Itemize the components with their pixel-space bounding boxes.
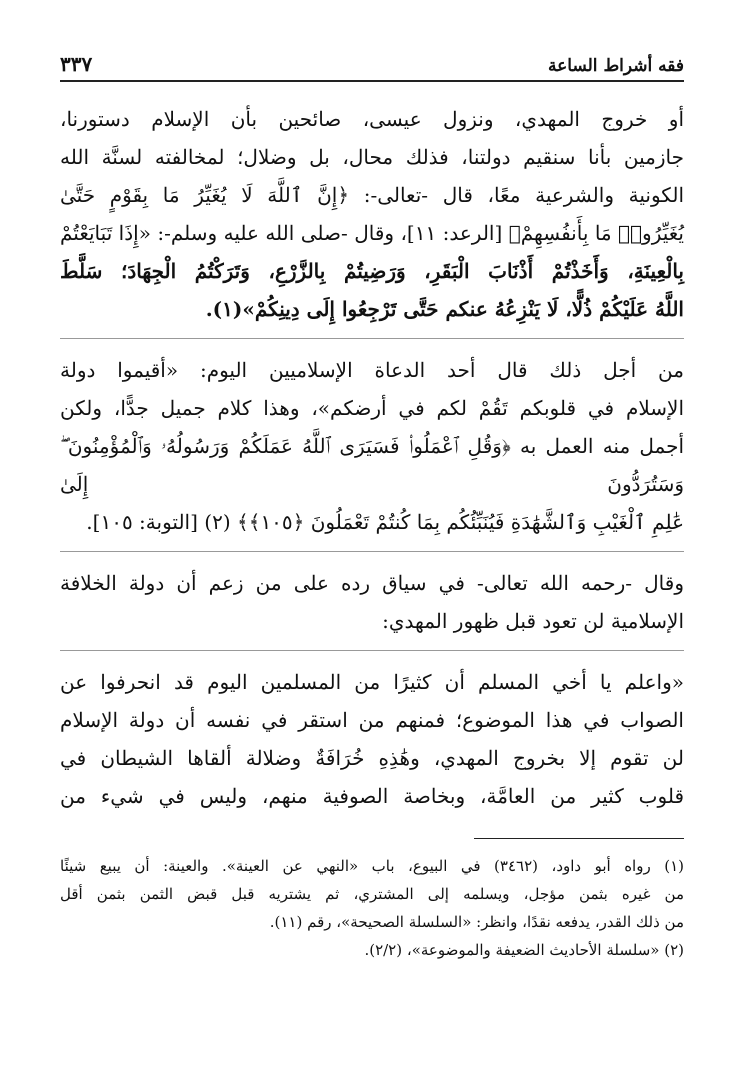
hadith-line: بِالْعِينَةِ، وَأَخَذْتُمْ أَذْنَابَ الْبَقَرِ، وَرَضِيتُمْ بِالزَّرْعِ، وَتَرَكْتُمُ الْجِهَادَ؛ سَلَّطَ: [60, 259, 684, 283]
text-line: «واعلم يا أخي المسلم أن كثيرًا من المسلمين اليوم قد انحرفوا عن: [60, 670, 684, 694]
footnote-1: [60, 852, 684, 936]
footnotes: [60, 852, 684, 964]
paragraph-4: [60, 663, 684, 815]
main-text: [60, 100, 684, 819]
text-line: الإسلامية لن تعود قبل ظهور المهدي:: [382, 609, 684, 633]
text-line: عَٰلِمِ ٱلْغَيْبِ وَٱلشَّهَٰدَةِ فَيُنَبِّئُكُم بِمَا كُنتُمْ تَعْمَلُونَ ﴿١٠٥﴾﴾ (٢) [التوبة: ١٠٥].: [86, 510, 684, 534]
footnote-line: من غيره بثمن مؤجل، ويسلمه إلى المشتري، ثم يشتريه قبل قبض الثمن بثمن أقل: [60, 885, 684, 903]
paragraph-3: [60, 564, 684, 640]
footnote-line: من ذلك القدر، يدفعه نقدًا، وانظر: «السلسلة الصحيحة»، رقم (١١).: [269, 913, 684, 931]
text-line: يُغَيِّرُوا۟ مَا بِأَنفُسِهِمْ﴾ [الرعد: ١١]، وقال -صلى الله عليه وسلم-: «إِذَا تَبَايَعْتُمْ: [60, 221, 685, 245]
paragraph-divider: [60, 650, 684, 651]
text-line: أو خروج المهدي، ونزول عيسى، صائحين بأن الإسلام دستورنا،: [60, 107, 684, 131]
page-header: [60, 50, 684, 76]
paragraph-1: [60, 100, 684, 328]
paragraph-divider: [60, 338, 684, 339]
text-line: لن تقوم إلا بخروج المهدي، وهَٰذِهِ خُرَافَةٌ وضلالة ألقاها الشيطان في: [60, 746, 684, 770]
header-rule: [60, 80, 684, 82]
hadith-line: اللَّهُ عَلَيْكُمْ ذُلًّا، لَا يَنْزِعُهُ عنكم حَتَّى تَرْجِعُوا إِلَى دِينِكُمْ»(١).: [205, 297, 684, 321]
footnote-line: (٢) «سلسلة الأحاديث الضعيفة والموضوعة»، (٢/٢).: [364, 941, 684, 959]
text-line: أجمل منه العمل به ﴿وَقُلِ ٱعْمَلُوا۟ فَسَيَرَى ٱللَّهُ عَمَلَكُمْ وَرَسُولُهُۥ وَٱلْمُؤْمِنُونَ ۖ وَسَتُرَدُّونَ إِلَىٰ: [60, 434, 684, 496]
text-line: جازمين بأنا سنقيم دولتنا، فذلك محال، بل وضلال؛ لمخالفته لسنَّة الله: [60, 145, 684, 169]
text-line: الإسلام في قلوبكم تَقُمْ لكم في أرضكم»، وهذا كلام جميل جدًّا، ولكن: [60, 396, 684, 420]
footnote-line: (١) رواه أبو داود، (٣٤٦٢) في البيوع، باب «النهي عن العينة». والعينة: أن يبيع شيئًا: [60, 857, 684, 875]
paragraph-2: [60, 351, 684, 541]
footnote-rule: [474, 838, 684, 839]
paragraph-divider: [60, 551, 684, 552]
text-line: من أجل ذلك قال أحد الدعاة الإسلاميين اليوم: «أقيموا دولة: [60, 358, 684, 382]
text-line: الكونية والشرعية معًا، قال -تعالى-: ﴿إِنَّ ٱللَّهَ لَا يُغَيِّرُ مَا بِقَوْمٍ حَتَّىٰ: [60, 183, 684, 207]
text-line: قلوب كثير من العامَّة، وبخاصة الصوفية منهم، وليس في شيء من: [60, 784, 684, 808]
text-line: الصواب في هذا الموضوع؛ فمنهم من استقر في نفسه أن دولة الإسلام: [60, 708, 684, 732]
running-title: فقه أشراط الساعة: [548, 56, 684, 76]
text-line: وقال -رحمه الله تعالى- في سياق رده على من زعم أن دولة الخلافة: [60, 571, 684, 595]
page-number: ٣٣٧: [60, 52, 93, 76]
footnote-2: [60, 936, 684, 964]
